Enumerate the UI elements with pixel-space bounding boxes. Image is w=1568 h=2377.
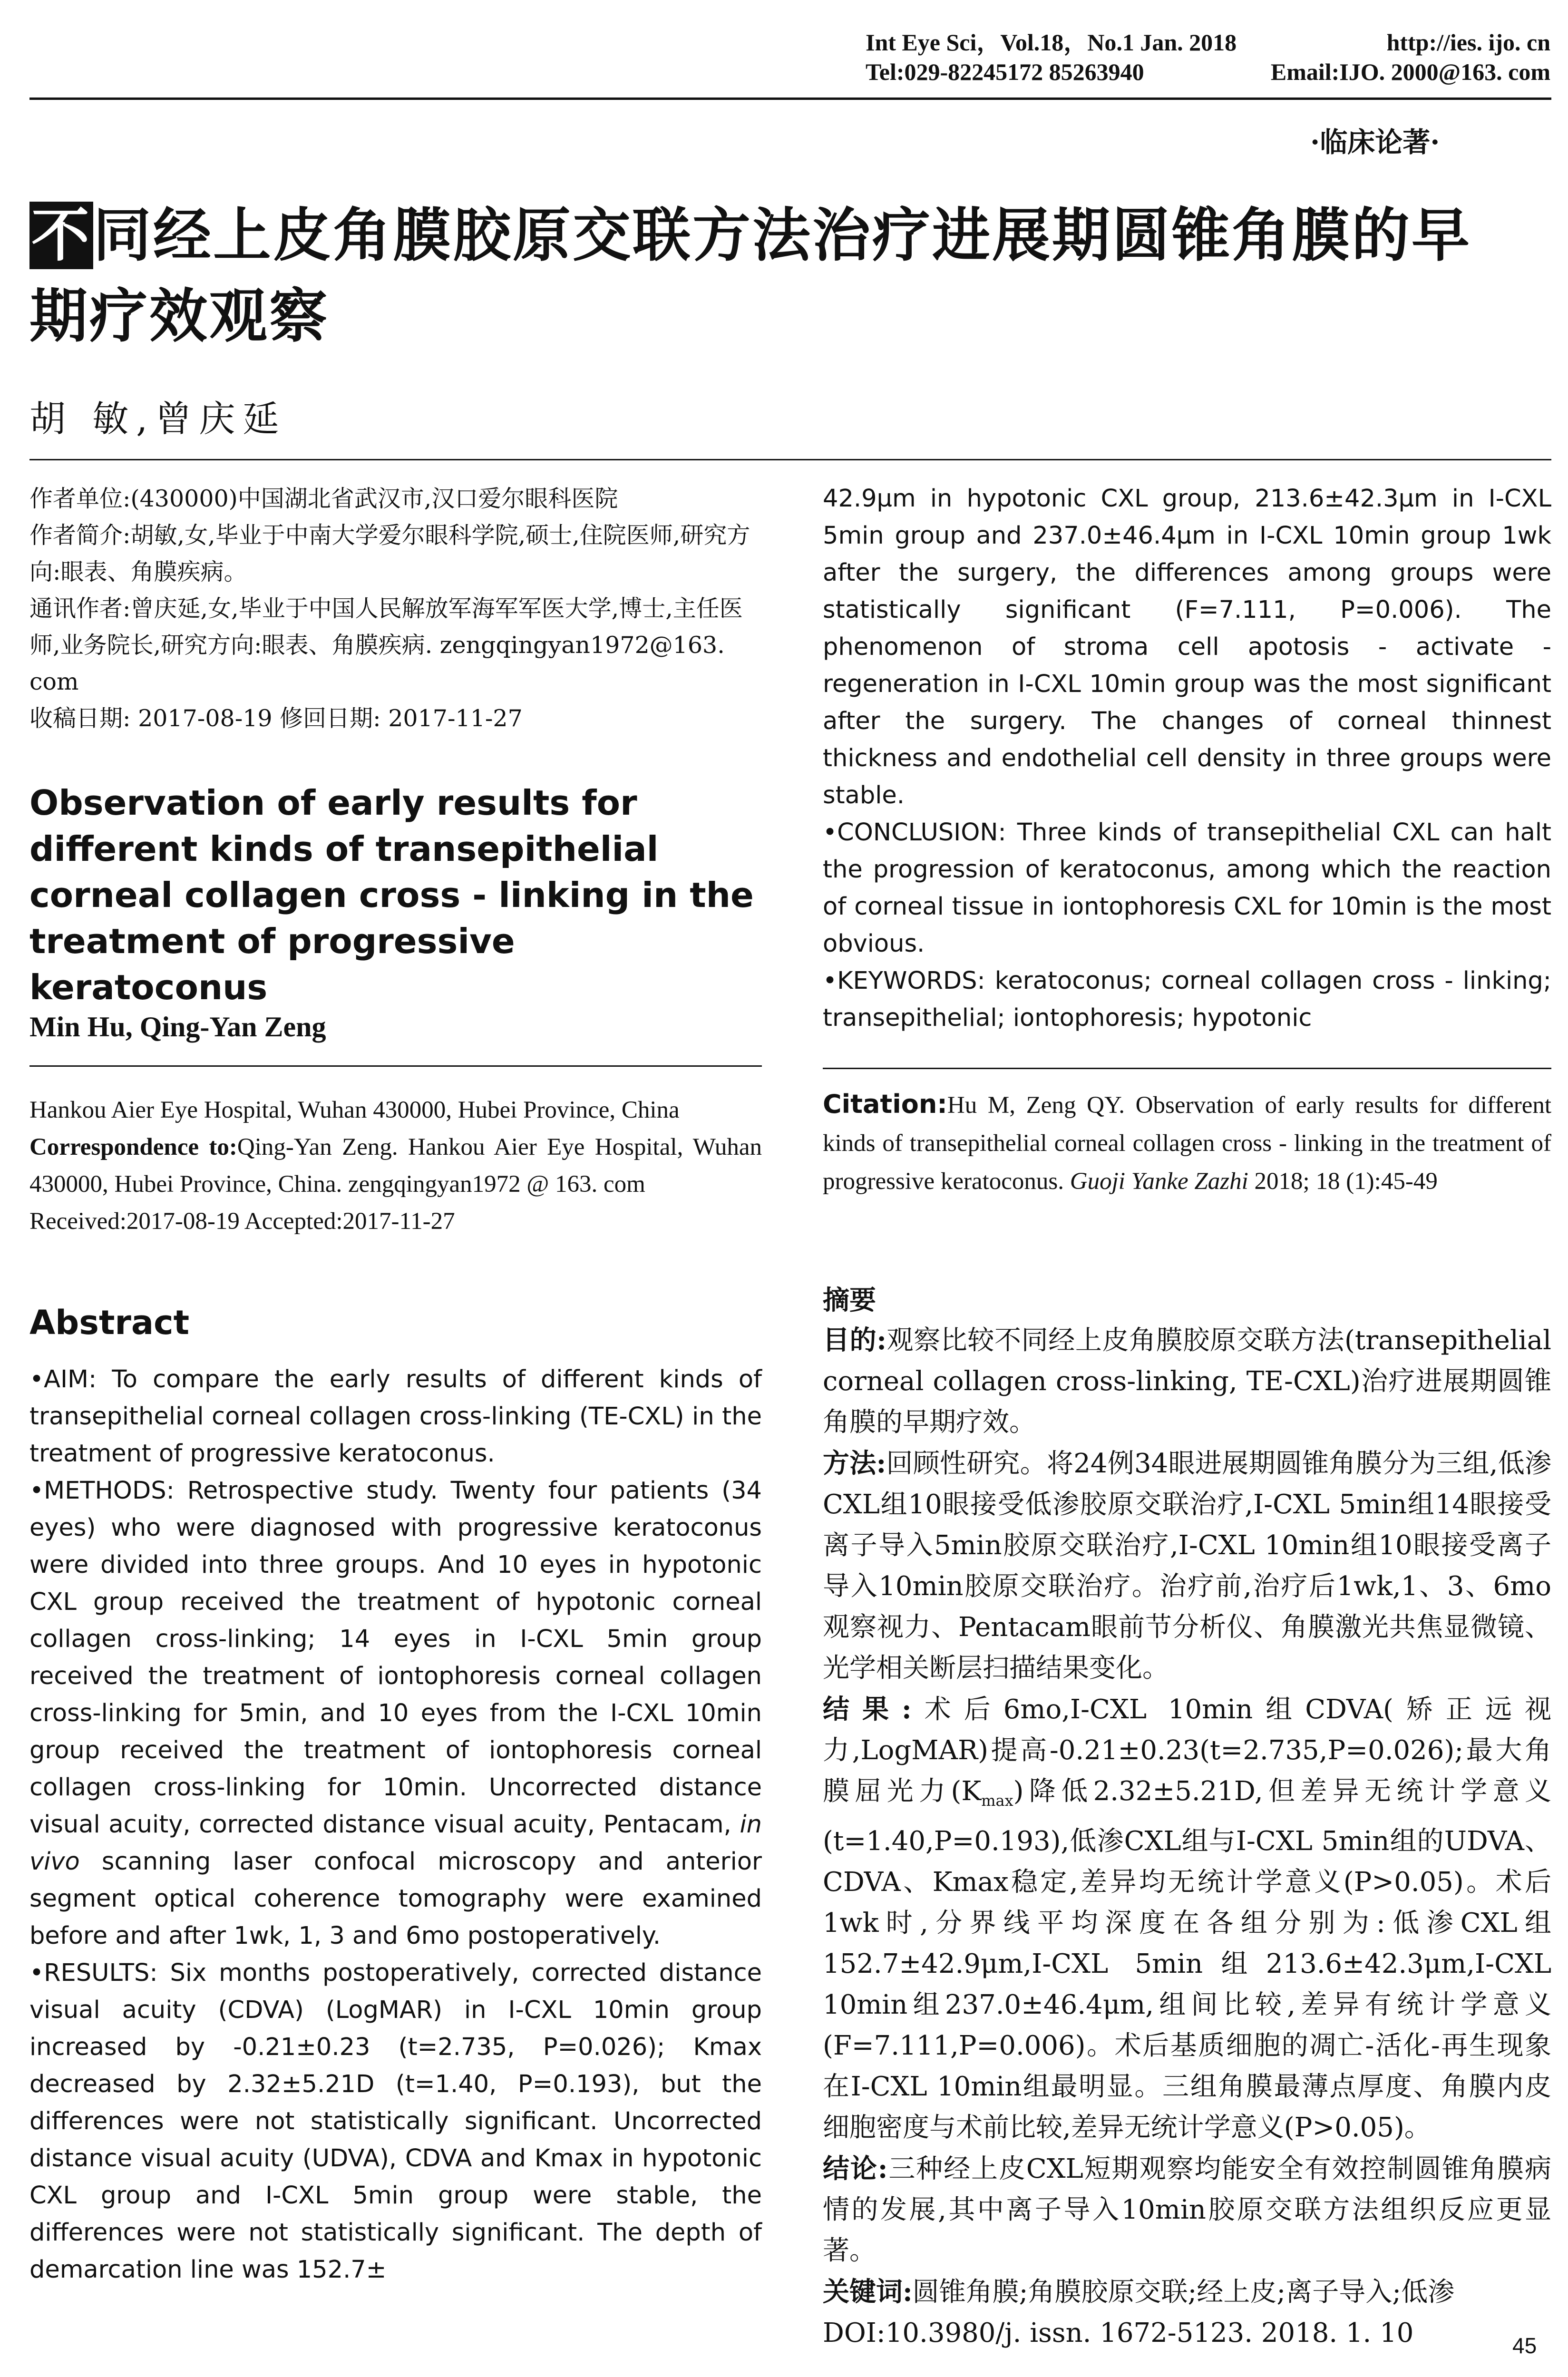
abstract-right — [823, 480, 1551, 1037]
cn-author-info — [29, 480, 762, 737]
cn-keywords-text: 圆锥角膜;角膜胶原交联;经上皮;离子导入;低渗 — [912, 2277, 1455, 2308]
en-affiliation: Hankou Aier Eye Hospital, Wuhan 430000, Hubei Province, China — [29, 1097, 680, 1123]
journal-header — [866, 28, 1550, 87]
citation-label: Citation: — [823, 1089, 947, 1119]
abstract-aim: •AIM: To compare the early results of different kinds of transepithelial corneal collagen cross-linking (TE-CXL) in the treatment of progressive keratoconus. — [29, 1365, 762, 1468]
keywords-rule — [823, 1068, 1551, 1069]
cn-correspondence: 通讯作者:曾庆延,女,毕业于中国人民解放军海军军医大学,博士,主任医师,业务院长,研究方向:眼表、角膜疾病. zengqingyan1972@163. com — [29, 595, 743, 695]
page-number: 45 — [1512, 2333, 1537, 2358]
section-tag: ·临床论著· — [1310, 126, 1440, 158]
cn-aim — [823, 1320, 1551, 1443]
abstract-heading: Abstract — [29, 1303, 190, 1342]
abstract-left — [29, 1361, 762, 2289]
en-authors-rule — [29, 1065, 762, 1067]
cn-keywords — [823, 2271, 1551, 2313]
cn-results-text-b: )降低2.32±5.21D,但差异无统计学意义(t=1.40,P=0.193),低渗CXL组与I-CXL 5min组的UDVA、CDVA、Kmax稳定,差异均无统计学意义(P>0.05)。术后1wk时,分界线平均深度在各组分别为:低渗CXL组152.7±42.9μm,I-CXL 5min组213.6±42.3μm,I-CXL 10min组237.0±46.4μm,组间比较,差异有统计学意义(F=7.111,P=0.006)。术后基质细胞的凋亡-活化-再生现象在I-CXL 10min组最明显。三组角膜最薄点厚度、角膜内皮细胞密度与术前比较,差异无统计学意义(P>0.05)。 — [823, 1776, 1551, 2143]
cn-conclusion — [823, 2148, 1551, 2271]
header-rule — [29, 97, 1551, 100]
cn-results — [823, 1689, 1551, 2148]
cn-methods-label: 方法: — [823, 1448, 886, 1479]
cn-conclusion-label: 结论: — [823, 2153, 888, 2185]
cn-aim-label: 目的: — [823, 1325, 886, 1356]
methods-italic: in vivo — [29, 1811, 762, 1876]
cn-title-line2: 期疗效观察 — [29, 283, 329, 350]
cn-keywords-label: 关键词: — [823, 2276, 913, 2308]
title-highlight-char: 不 — [29, 202, 93, 269]
cn-title — [29, 195, 1551, 357]
cn-dates: 收稿日期: 2017-08-19 修回日期: 2017-11-27 — [29, 705, 523, 732]
citation-tail: 2018; 18 (1):45-49 — [1248, 1168, 1438, 1195]
cn-results-text-a: 术后6mo,I-CXL 10min组CDVA(矫正远视力,LogMAR)提高-0.21±0.23(t=2.735,P=0.026);最大角膜屈光力(K — [823, 1694, 1552, 1807]
en-corr-label: Correspondence to: — [29, 1134, 237, 1160]
cn-abstract — [823, 1320, 1551, 2354]
cn-doi[interactable]: DOI:10.3980/j. issn. 1672-5123. 2018. 1. 10 — [823, 2318, 1414, 2349]
citation-block — [823, 1085, 1551, 1200]
cn-title-line1: 同经上皮角膜胶原交联方法治疗进展期圆锥角膜的早 — [93, 202, 1471, 269]
en-title: Observation of early results for different kinds of transepithelial corneal collagen cross - linking in the treatment of progressive keratoconus — [29, 783, 754, 1007]
journal-citation: Int Eye Sci，Vol.18，No.1 Jan. 2018 — [866, 29, 1237, 56]
cn-conclusion-text: 三种经上皮CXL短期观察均能安全有效控制圆锥角膜病情的发展,其中离子导入10min胶原交联方法组织反应更显著。 — [823, 2153, 1551, 2267]
authors-rule — [29, 459, 1551, 460]
cn-results-label: 结果: — [823, 1694, 912, 1725]
cn-methods-text: 回顾性研究。将24例34眼进展期圆锥角膜分为三组,低渗CXL组10眼接受低渗胶原交联治疗,I-CXL 5min组14眼接受离子导入5min胶原交联治疗,I-CXL 10min组10眼接受离子导入10min胶原交联治疗。治疗前,治疗后1wk,1、3、6mo观察视力、Pentacam眼前节分析仪、角膜激光共焦显微镜、光学相关断层扫描结果变化。 — [823, 1448, 1552, 1684]
cn-authors: 胡 敏,曾庆延 — [29, 398, 287, 440]
abstract-keywords: •KEYWORDS: keratoconus; corneal collagen cross - linking; transepithelial; iontophoresis; hypotonic — [823, 967, 1551, 1032]
journal-email[interactable]: Email:IJO. 2000@163. com — [1270, 58, 1550, 85]
abstract-results: •RESULTS: Six months postoperatively, corrected distance visual acuity (CDVA) (LogMAR) in I-CXL 10min group increased by -0.21±0.23 (t=2.735, P=0.026); Kmax decreased by 2.32±5.21D (t=1.40, P=0.193), but the differences were not statistically significant. Uncorrected distance visual acuity (UDVA), CDVA and Kmax in hypotonic CXL group and I-CXL 5min group were stable, the differences were not statistically significant. The depth of demarcation line was 152.7± — [29, 1959, 762, 2284]
abstract-conclusion: •CONCLUSION: Three kinds of transepithelial CXL can halt the progression of keratoconus, among which the reaction of corneal tissue in iontophoresis CXL for 10min is the most obvious. — [823, 818, 1551, 958]
cn-bio: 作者简介:胡敏,女,毕业于中南大学爱尔眼科学院,硕士,住院医师,研究方向:眼表、角膜疾病。 — [29, 522, 750, 585]
journal-phones: Tel:029-82245172 85263940 — [866, 58, 1144, 85]
cn-results-sub: max — [981, 1792, 1013, 1810]
methods-text-a: •METHODS: Retrospective study. Twenty four patients (34 eyes) who were diagnosed with progressive keratoconus were divided into three groups. And 10 eyes in hypotonic CXL group received the treatment of hypotonic corneal collagen cross-linking; 14 eyes in I-CXL 5min group received the treatment of iontophoresis corneal collagen cross-linking for 5min, and 10 eyes from the I-CXL 10min group received the treatment of iontophoresis corneal collagen cross-linking for 10min. Uncorrected distance visual acuity, corrected distance visual acuity, Pentacam, — [29, 1477, 762, 1839]
cn-aim-text: 观察比较不同经上皮角膜胶原交联方法(transepithelial corneal collagen cross-linking, TE-CXL)治疗进展期圆锥角膜的早期疗效。 — [823, 1325, 1551, 1438]
cn-abstract-heading: 摘要 — [823, 1285, 876, 1316]
journal-url[interactable]: http://ies. ijo. cn — [1386, 29, 1550, 56]
citation-text: Hu M, Zeng QY. Observation of early results for different kinds of transepithelial corneal collagen cross - linking in the treatment of progressive keratoconus. — [823, 1092, 1551, 1195]
en-affiliation-block — [29, 1091, 762, 1240]
methods-text-b: scanning laser confocal microscopy and anterior segment optical coherence tomography were examined before and after 1wk, 1, 3 and 6mo postoperatively. — [29, 1848, 762, 1950]
abstract-results-cont: 42.9μm in hypotonic CXL group, 213.6±42.3μm in I-CXL 5min group and 237.0±46.4μm in I-CXL 10min group 1wk after the surgery, the differences among groups were statistically significant (F=7.111, P=0.006). The phenomenon of stroma cell apotosis - activate - regeneration in I-CXL 10min group was the most significant after the surgery. The changes of corneal thinnest thickness and endothelial cell density in three groups were stable. — [823, 485, 1551, 809]
cn-methods — [823, 1443, 1551, 1689]
cn-affiliation: 作者单位:(430000)中国湖北省武汉市,汉口爱尔眼科医院 — [29, 485, 618, 512]
abstract-methods — [29, 1472, 762, 1955]
en-authors: Min Hu, Qing-Yan Zeng — [29, 1011, 326, 1042]
en-corr-text: Qing-Yan Zeng. Hankou Aier Eye Hospital, Wuhan 430000, Hubei Province, China. zengqingyan1972 @ 163. com — [29, 1134, 762, 1198]
citation-journal: Guoji Yanke Zazhi — [1070, 1168, 1248, 1195]
en-dates: Received:2017-08-19 Accepted:2017-11-27 — [29, 1208, 455, 1235]
